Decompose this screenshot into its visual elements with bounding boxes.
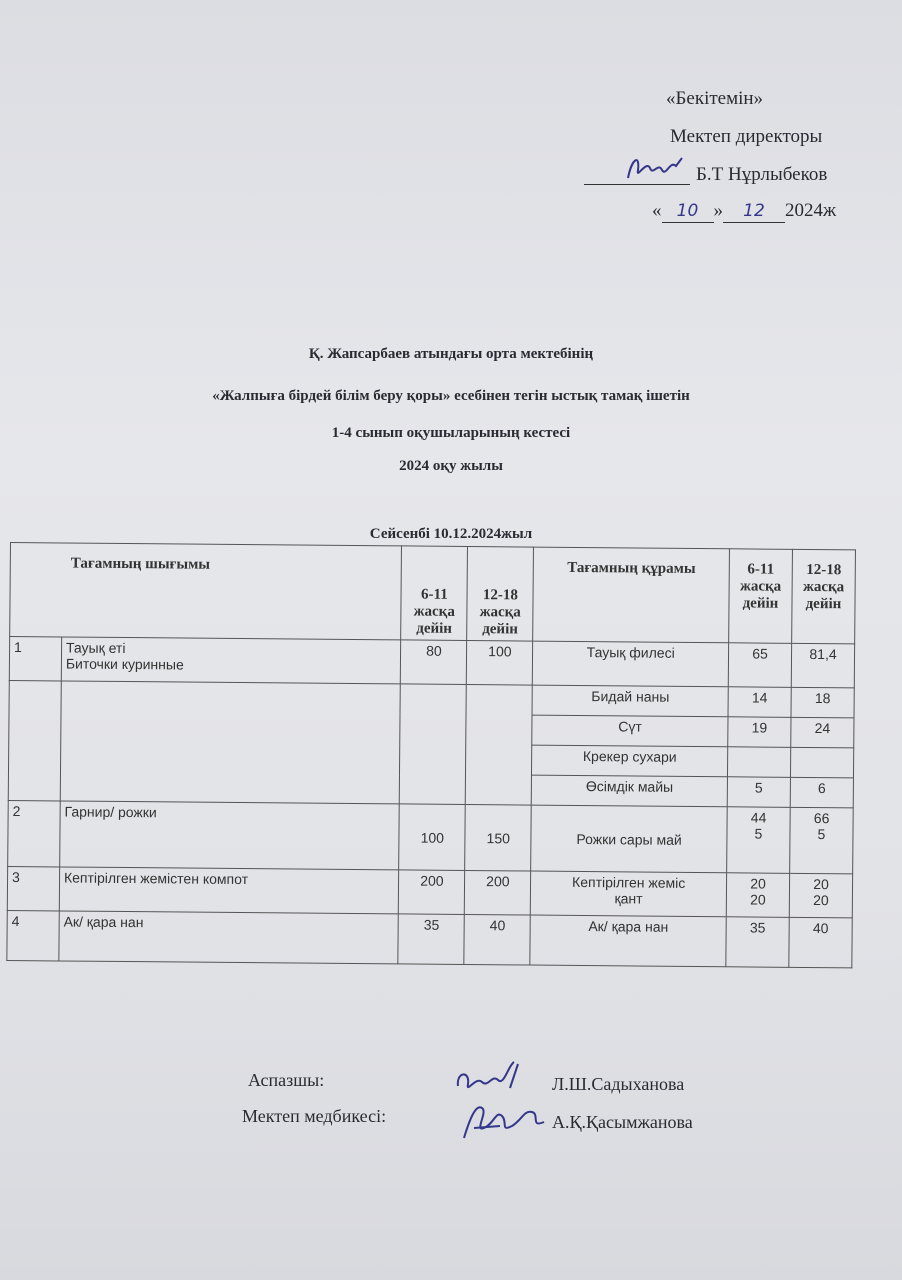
ingredient: Бидай наны [532, 685, 728, 717]
director-signature-icon [620, 150, 700, 184]
date-day-field [662, 200, 714, 223]
yield-12-18: 100 [467, 640, 533, 685]
row-num: 2 [8, 800, 60, 866]
ingr-value: 20 [750, 875, 766, 892]
ingr-6-11 [727, 747, 790, 778]
ingr-6-11: 5 [727, 777, 790, 808]
table-row [8, 800, 854, 873]
cook-label: Аспазшы: [248, 1070, 325, 1090]
yield-6-11: 200 [399, 870, 465, 915]
approval-heading: «Бекітемін» [666, 88, 764, 109]
header-dish-output: Тағамның шығымы [10, 543, 402, 640]
date-month: 12 [743, 201, 765, 221]
title-line-4: 2024 оқу жылы [399, 458, 503, 474]
nurse-name: А.Қ.Қасымжанова [552, 1112, 693, 1132]
date-year: 2024ж [785, 200, 837, 221]
date-line: Сейсенбі 10.12.2024жыл [369, 526, 533, 542]
header-age-6-11: 6-11 жасқа дейін [401, 546, 468, 641]
yield-12-18: 40 [464, 914, 530, 965]
empty-yield-12-18 [466, 684, 533, 805]
approval-position: Мектеп директоры [670, 126, 823, 147]
nurse-signature-icon [460, 1098, 550, 1148]
dish-name: Тауық еті [65, 639, 126, 657]
ingr-value: 5 [817, 826, 826, 843]
table-row [7, 866, 852, 917]
yield-6-11: 100 [399, 804, 466, 871]
ingredient-name: Кептірілген жеміс [572, 873, 686, 891]
header-age-12-18: 12-18 жасқа дейін [467, 546, 534, 641]
cook-name: Л.Ш.Садыханова [552, 1074, 685, 1094]
ingr-12-18 [790, 807, 854, 874]
header-comp-6-11: 6-11 жасқа дейін [729, 549, 793, 644]
dish-name: Гарнир/ рожки [60, 801, 400, 870]
table-header-row [10, 543, 856, 644]
ingr-6-11: 19 [728, 717, 791, 748]
ingr-12-18: 81,4 [791, 643, 854, 688]
table-row [9, 680, 854, 717]
header-composition: Тағамның құрамы [533, 547, 730, 643]
ingr-12-18: 40 [789, 917, 852, 968]
empty-yield-6-11 [400, 684, 467, 805]
director-signature-line [584, 160, 690, 185]
date-mid-quote: » [713, 200, 723, 221]
date-open-quote: « [652, 200, 662, 221]
title-line-3: 1-4 сынып оқушыларының кестесі [331, 425, 571, 441]
dish-cell [61, 637, 401, 684]
ingr-6-11: 14 [728, 687, 791, 718]
ingr-value: 44 [750, 809, 767, 826]
ingredient [531, 871, 727, 917]
ingr-value: 66 [813, 810, 830, 827]
menu-table [6, 542, 856, 968]
ingr-value: 20 [813, 876, 829, 893]
approval-date [652, 200, 836, 223]
ingr-12-18: 6 [790, 777, 853, 808]
dish-name: Кептірілген жемістен компот [59, 867, 399, 914]
yield-12-18: 150 [465, 804, 532, 871]
cook-signature-icon [452, 1058, 532, 1102]
row-num: 1 [9, 637, 61, 681]
director-name: Б.Т Нұрлыбеков [696, 164, 828, 185]
ingredient: Сүт [532, 715, 728, 747]
ingredient: Крекер сухари [532, 745, 728, 777]
ingr-value: 20 [750, 891, 766, 908]
yield-6-11: 80 [401, 640, 467, 685]
ingredient: Тауық филесі [533, 641, 729, 687]
ingr-value: 20 [813, 892, 829, 909]
ingr-6-11: 65 [728, 643, 791, 688]
dish-name: Ак/ қара нан [59, 911, 399, 964]
row-num: 3 [7, 866, 59, 910]
ingredient: Өсімдік майы [532, 775, 728, 807]
ingr-value: 5 [754, 825, 763, 842]
ingredient-name: қант [614, 890, 643, 907]
date-day: 10 [676, 201, 699, 221]
ingr-6-11 [727, 807, 791, 874]
date-month-field [723, 200, 785, 223]
ingr-12-18: 24 [791, 717, 854, 748]
empty-dish-cell [60, 681, 401, 804]
nurse-label: Мектеп медбикесі: [242, 1106, 387, 1126]
title-line-2: «Жалпыға бірдей білім беру қоры» есебінен тегін ыстық тамақ ішетін [212, 388, 690, 404]
title-line-1: Қ. Жапсарбаев атындағы орта мектебінің [308, 346, 594, 362]
table-row [7, 910, 852, 967]
header-comp-12-18: 12-18 жасқа дейін [792, 549, 856, 644]
dish-name-alt: Биточки куринные [65, 655, 184, 673]
ingr-6-11: 35 [726, 917, 789, 968]
ingr-6-11 [726, 873, 789, 918]
empty-num-cell [8, 680, 61, 800]
ingredient: Рожки сары май [531, 805, 727, 873]
yield-6-11: 35 [398, 914, 464, 965]
row-num: 4 [7, 910, 59, 960]
ingredient: Ак/ қара нан [530, 915, 726, 967]
table-row [9, 637, 854, 688]
ingr-12-18: 18 [791, 687, 854, 718]
ingr-12-18 [789, 873, 852, 918]
yield-12-18: 200 [465, 870, 531, 915]
ingr-12-18 [790, 747, 853, 778]
